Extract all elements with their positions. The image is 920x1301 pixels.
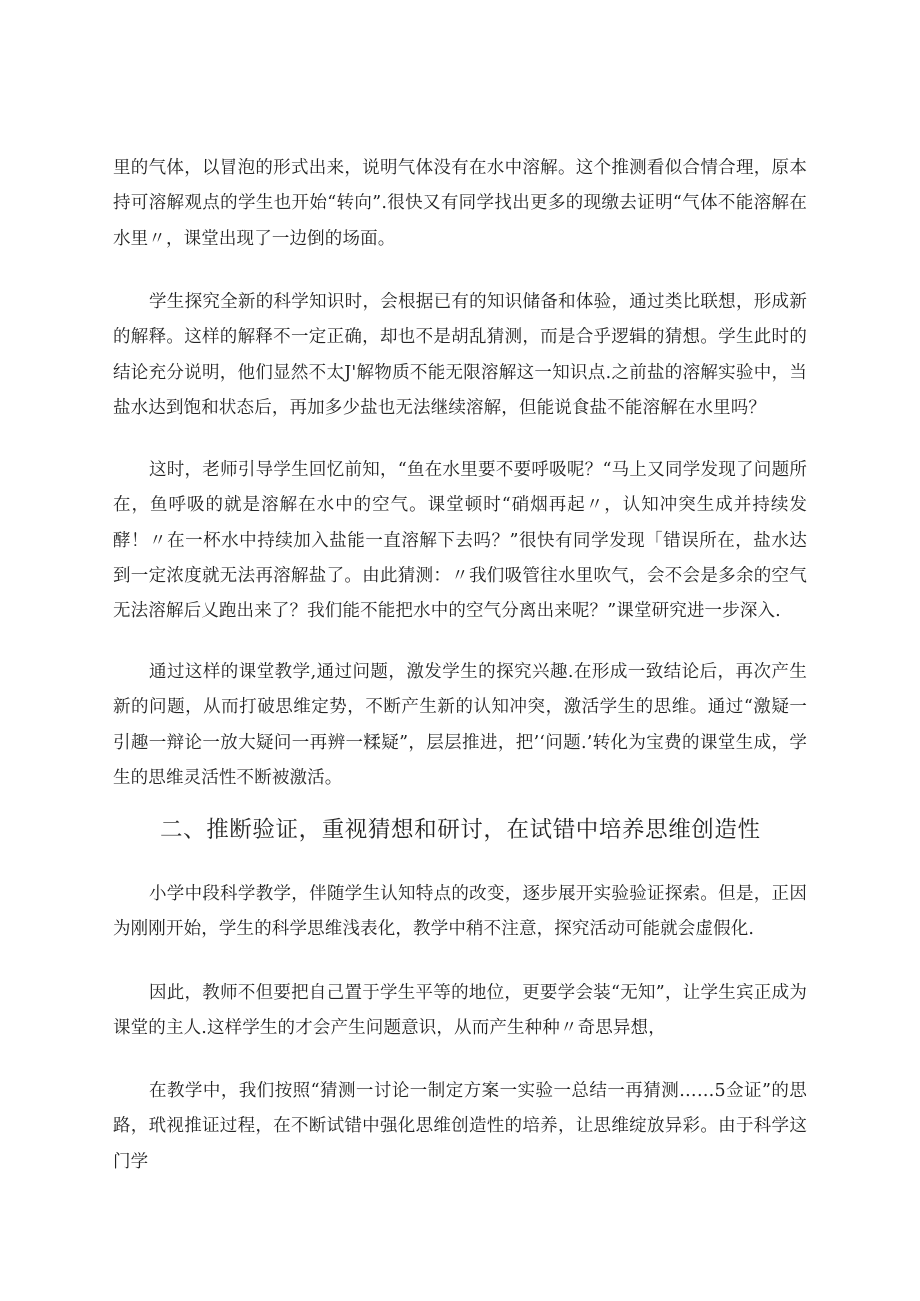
section-heading: 二、推断验证，重视猜想和研讨，在试错中培养思维创造性 bbox=[160, 817, 761, 843]
paragraph-4: 通过这样的课堂教学,通过问题，激发学生的探究兴趣.在形成一致结论后，再次产生新的问题，从而打破思维定势，不断产生新的认知冲突，激活学生的思维。通过“激疑一引趣一辩论一放大疑问一再辨一糅疑”，层层推进，把’‘问题.’转化为宝费的课堂生成，学生的思维灵活性不断被激活。 bbox=[113, 662, 807, 788]
paragraph-2: 学生探究全新的科学知识时，会根据已有的知识储备和体验，通过类比联想，形成新的解释。这样的解释不一定正确，却也不是胡乱猜测，而是合乎逻辑的猜想。学生此时的结论充分说明，他们显然不太J'解物质不能无限溶解这一知识点.之前盐的溶解实验中，当盐水达到饱和状态后，再加多少盐也无法继续溶解，但能说食盐不能溶解在水里吗？ bbox=[113, 292, 807, 418]
paragraph-3: 这时，老师引导学生回忆前知，“鱼在水里要不要呼吸呢？“马上又同学发现了问题所在，鱼呼吸的就是溶解在水中的空气。课堂顿时“硝烟再起〃，认知冲突生成并持续发酵！〃在一杯水中持续加入盐能一直溶解下去吗？”很快有同学发现「错误所在，盐水达到一定浓度就无法再溶解盐了。由此猜测：〃我们吸管往水里吹气，会不会是多余的空气无法溶解后乂跑出来了？我们能不能把水中的空气分离出来呢？”课堂研究进一步深入. bbox=[113, 460, 807, 622]
paragraph-7: 在教学中，我们按照“猜测一讨论一制定方案一实验一总结一再猜测……5佥证”的思路，玳视推证过程，在不断试错中强化思维创造性的培养，让思维绽放异彩。由于科学这门学 bbox=[113, 1081, 807, 1172]
paragraph-1: 里的气体，以冒泡的形式出来，说明气体没有在水中溶解。这个推测看似合情合理，原本持可溶解观点的学生也开始“转向”.很快又有同学找出更多的现缴去证明“气体不能溶解在水里〃，课堂出现了一边倒的场面。 bbox=[113, 158, 807, 249]
paragraph-5: 小学中段科学教学，伴随学生认知特点的改变，逐步展开实验验证探索。但是，正因为刚刚开始，学生的科学思维浅表化，教学中稍不注意，探究活动可能就会虚假化. bbox=[113, 884, 807, 940]
paragraph-6: 因此，教师不但要把自己置于学生平等的地位，更要学会装“无知”，让学生宾正成为课堂的主人.这样学生的才会产生问题意识，从而产生种种〃奇思异想， bbox=[113, 983, 807, 1039]
